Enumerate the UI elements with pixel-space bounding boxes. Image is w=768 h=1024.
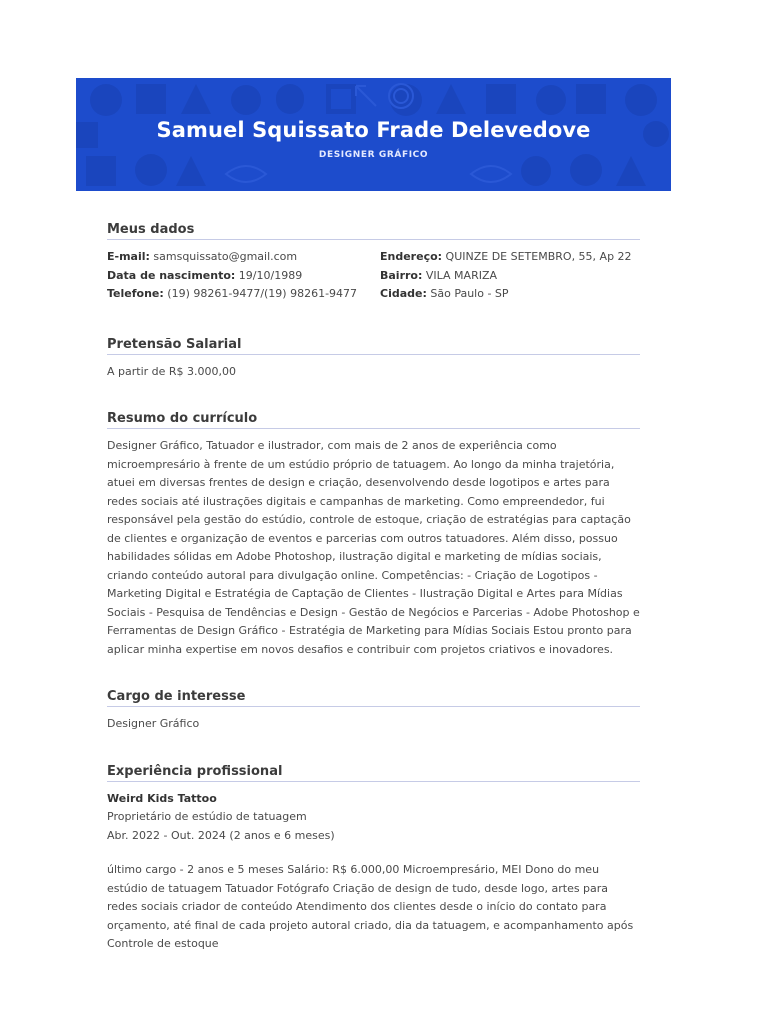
email-value: samsquissato@gmail.com bbox=[153, 250, 298, 263]
section-title-interest: Cargo de interesse bbox=[107, 689, 640, 707]
birth-line: Data de nascimento: 19/10/1989 bbox=[107, 268, 303, 282]
candidate-name: Samuel Squissato Frade Delevedove bbox=[156, 118, 591, 142]
interest-value: Designer Gráfico bbox=[107, 717, 200, 730]
resume-content bbox=[107, 222, 640, 954]
birth-value: 19/10/1989 bbox=[238, 268, 303, 282]
candidate-role: DESIGNER GRÁFICO bbox=[318, 150, 429, 160]
job-position: Proprietário de estúdio de tatuagem bbox=[107, 810, 307, 823]
company-name: Weird Kids Tattoo bbox=[107, 791, 217, 805]
section-title-summary: Resumo do currículo bbox=[107, 411, 640, 429]
phone-value: (19) 98261-9477/(19) 98261-9477 bbox=[167, 287, 358, 300]
address-value: QUINZE DE SETEMBRO, 55, Ap 22 bbox=[445, 250, 632, 263]
phone-line: Telefone: (19) 98261-9477/(19) 98261-9477 bbox=[107, 287, 358, 300]
section-title-salary: Pretensão Salarial bbox=[107, 337, 640, 355]
district-value: VILA MARIZA bbox=[425, 268, 498, 282]
section-interest bbox=[107, 689, 640, 734]
section-experience bbox=[107, 764, 640, 954]
job-period: Abr. 2022 - Out. 2024 (2 anos e 6 meses) bbox=[107, 828, 335, 842]
address-line: Endereço: QUINZE DE SETEMBRO, 55, Ap 22 bbox=[380, 250, 632, 263]
section-title-personal: Meus dados bbox=[107, 222, 640, 240]
section-salary bbox=[107, 337, 640, 382]
section-title-experience: Experiência profissional bbox=[107, 764, 640, 782]
city-line: Cidade: São Paulo - SP bbox=[380, 287, 509, 300]
summary-text: Designer Gráfico, Tatuador e ilustrador, com mais de 2 anos de experiência como microempresário à frente de um estúdio próprio de tatuagem. Ao longo da minha trajetória, atuei em diversas frentes de design e criação, desenvolvendo desde logotipos e artes para redes sociais até ilustrações digitais e campanhas de marketing. Como empreendedor, fui responsável pela gestão do estúdio, controle de estoque, criação de estratégias para captação de clientes e organização de eventos e parcerias com outros tatuadores. Além disso, possuo habilidades sólidas em Adobe Photoshop, ilustração digital e marketing de mídias sociais, criando conteúdo autoral para divulgação online. Competências: - Criação de Logotipos - Marketing Digital e Estratégia de Captação de Clientes - Ilustração Digital e Artes para Mídias Sociais - Pesquisa de Tendências e Design - Gestão de Negócios e Parcerias - Adobe Photoshop e Ferramentas de Design Gráfico - Estratégia de Marketing para Mídias Sociais Estou pronto para aplicar minha expertise em novos desafios e contribuir com projetos criativos e inovadores. bbox=[107, 439, 640, 656]
email-line: E-mail: samsquissato@gmail.com bbox=[107, 250, 298, 263]
section-personal bbox=[107, 222, 640, 304]
district-line: Bairro: VILA MARIZA bbox=[380, 268, 498, 282]
job-description: último cargo - 2 anos e 5 meses Salário: R$ 6.000,00 Microempresário, MEI Dono do meu estúdio de tatuagem Tatuador Fotógrafo Criação de design de tudo, desde logo, artes para redes sociais criador de conteúdo Atendimento dos clientes desde o início do contato para orçamento, até final de cada projeto autoral criado, dia da tatuagem, e acompanhamento após Controle de estoque bbox=[107, 863, 634, 950]
city-value: São Paulo - SP bbox=[430, 287, 509, 300]
salary-value: A partir de R$ 3.000,00 bbox=[107, 364, 237, 378]
header-banner bbox=[76, 78, 671, 191]
section-summary bbox=[107, 411, 640, 659]
